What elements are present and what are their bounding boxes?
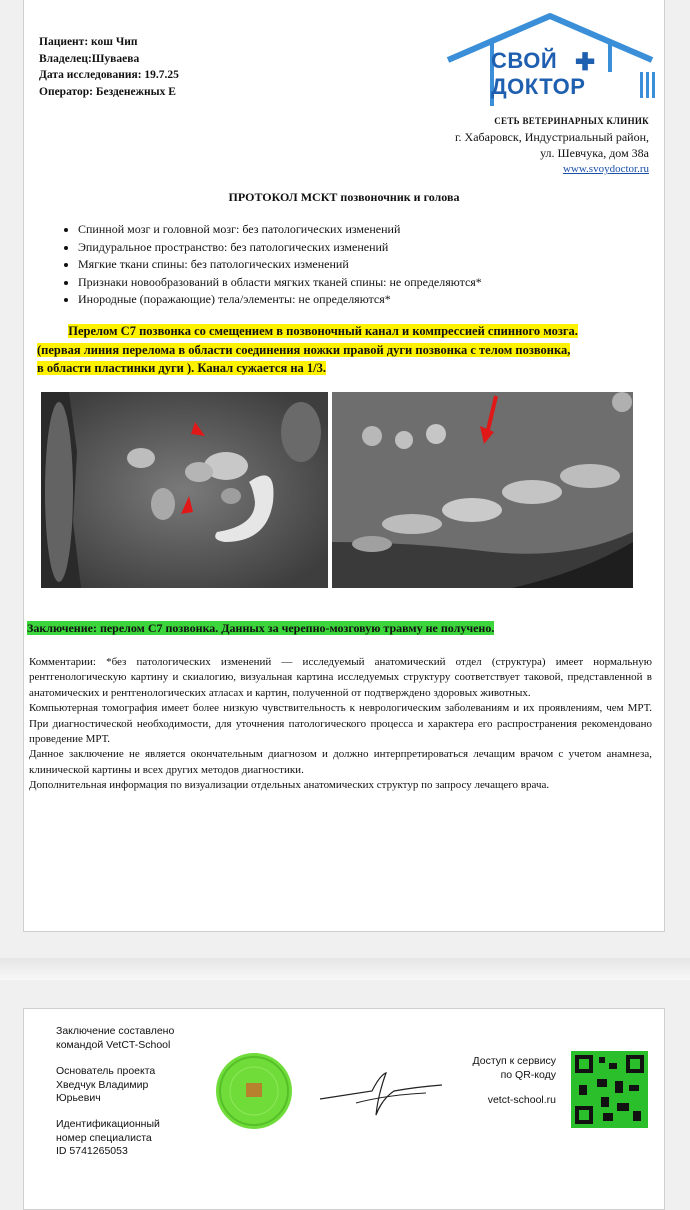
page-gap xyxy=(0,958,690,980)
specialist-id-line: ID 5741265053 xyxy=(56,1145,128,1157)
signature-icon xyxy=(316,1065,446,1121)
ct-image-axial xyxy=(41,392,328,588)
clinic-info xyxy=(455,113,649,177)
logo-text-top: СВОЙ xyxy=(491,48,558,73)
logo-text-bottom: ДОКТОР xyxy=(491,74,586,99)
comments-section xyxy=(29,655,652,794)
finding-line-1: Перелом С7 позвонка со смещением в позвоночный канал и компрессией спинного мозга. xyxy=(68,324,578,338)
founder-line: Основатель проекта xyxy=(56,1065,156,1077)
qr-access-line: по QR-коду xyxy=(500,1068,556,1081)
qr-access-info xyxy=(473,1055,556,1082)
qr-access-line: Доступ к сервису xyxy=(472,1055,556,1067)
plus-icon: ✚ xyxy=(575,49,596,76)
findings-list xyxy=(60,221,482,309)
footer-page xyxy=(23,1008,665,1210)
specialist-id xyxy=(56,1118,160,1159)
conclusion-text: Заключение: перелом С7 позвонка. Данных за черепно-мозговую травму не получено. xyxy=(27,621,495,635)
founder-line: Хведчук Владимир xyxy=(56,1078,149,1091)
finding-line-3: в области пластинки дуги ). Канал сужается на 1/3. xyxy=(37,361,327,375)
clinic-address-2: ул. Шевчука, дом 38а xyxy=(540,146,649,160)
report-page xyxy=(23,0,665,932)
clinic-network: СЕТЬ ВЕТЕРИНАРНЫХ КЛИНИК xyxy=(494,116,649,126)
list-item: • Эпидуральное пространство: без патологических изменений xyxy=(78,239,482,257)
specialist-id-line: номер специалиста xyxy=(56,1131,152,1144)
fracture-finding xyxy=(37,322,647,378)
list-item: • Спинной мозг и головной мозг: без патологических изменений xyxy=(78,221,482,239)
owner-name: Владелец:Шуваева xyxy=(39,52,140,65)
team-credit-line: Заключение составлено xyxy=(56,1025,175,1037)
finding-line-2: (первая линия перелома в области соединения ножки правой дуги позвонка с телом позвонка, xyxy=(37,342,571,357)
ct-image-sagittal xyxy=(332,392,633,588)
founder-line: Юрьевич xyxy=(56,1092,101,1104)
comment-paragraph: Компьютерная томография имеет более низкую чувствительность к неврологическим заболеваниям и их проявлениям, чем МРТ. При диагностической необходимости, для уточнения патологического процесса и характера его распространения рекомендовано проведение МРТ. xyxy=(29,702,652,746)
clinic-website-link[interactable]: www.svoydoctor.ru xyxy=(562,163,649,175)
exam-date: Дата исследования: 19.7.25 xyxy=(39,69,179,81)
school-website-link[interactable]: vetct-school.ru xyxy=(487,1094,556,1106)
specialist-id-line: Идентификационный xyxy=(56,1118,160,1130)
conclusion xyxy=(27,619,494,637)
patient-name: Пациент: кош Чип xyxy=(39,36,138,48)
founder-info xyxy=(56,1065,155,1106)
protocol-title: ПРОТОКОЛ МСКТ позвоночник и голова xyxy=(228,190,460,204)
list-item: • Признаки новообразований в области мягких тканей спины: не определяются* xyxy=(78,274,482,292)
team-credit-line: командой VetCT-School xyxy=(56,1038,171,1051)
team-credit xyxy=(56,1025,174,1052)
clinic-address-1: г. Хабаровск, Индустриальный район, xyxy=(454,130,649,144)
comment-paragraph: Дополнительная информация по визуализации отдельных анатомических структур по запросу лечащего врача. xyxy=(29,779,550,792)
qr-code-icon[interactable] xyxy=(571,1051,648,1128)
patient-info xyxy=(39,34,179,100)
list-item: • Инородные (поражающие) тела/элементы: не определяются* xyxy=(78,291,482,309)
stamp-icon xyxy=(216,1053,292,1129)
operator-name: Оператор: Безденежных Е xyxy=(39,85,176,98)
comment-paragraph: Комментарии: *без патологических изменений — исследуемый анатомический отдел (структура) имеет нормальную рентгенологическую картину и скиалогию, визуальная картина исследуемых структуру соответствует таковой, представленной в анатомических и рентгенологических атласах и картин, полученной от подтверждено здоровых животных. xyxy=(29,656,652,699)
list-item: • Мягкие ткани спины: без патологических изменений xyxy=(78,256,482,274)
comment-paragraph: Данное заключение не является окончательным диагнозом и должно интерпретироваться лечащим врачом с учетом анамнеза, клинической картины и всех других методов диагностики. xyxy=(29,748,652,776)
